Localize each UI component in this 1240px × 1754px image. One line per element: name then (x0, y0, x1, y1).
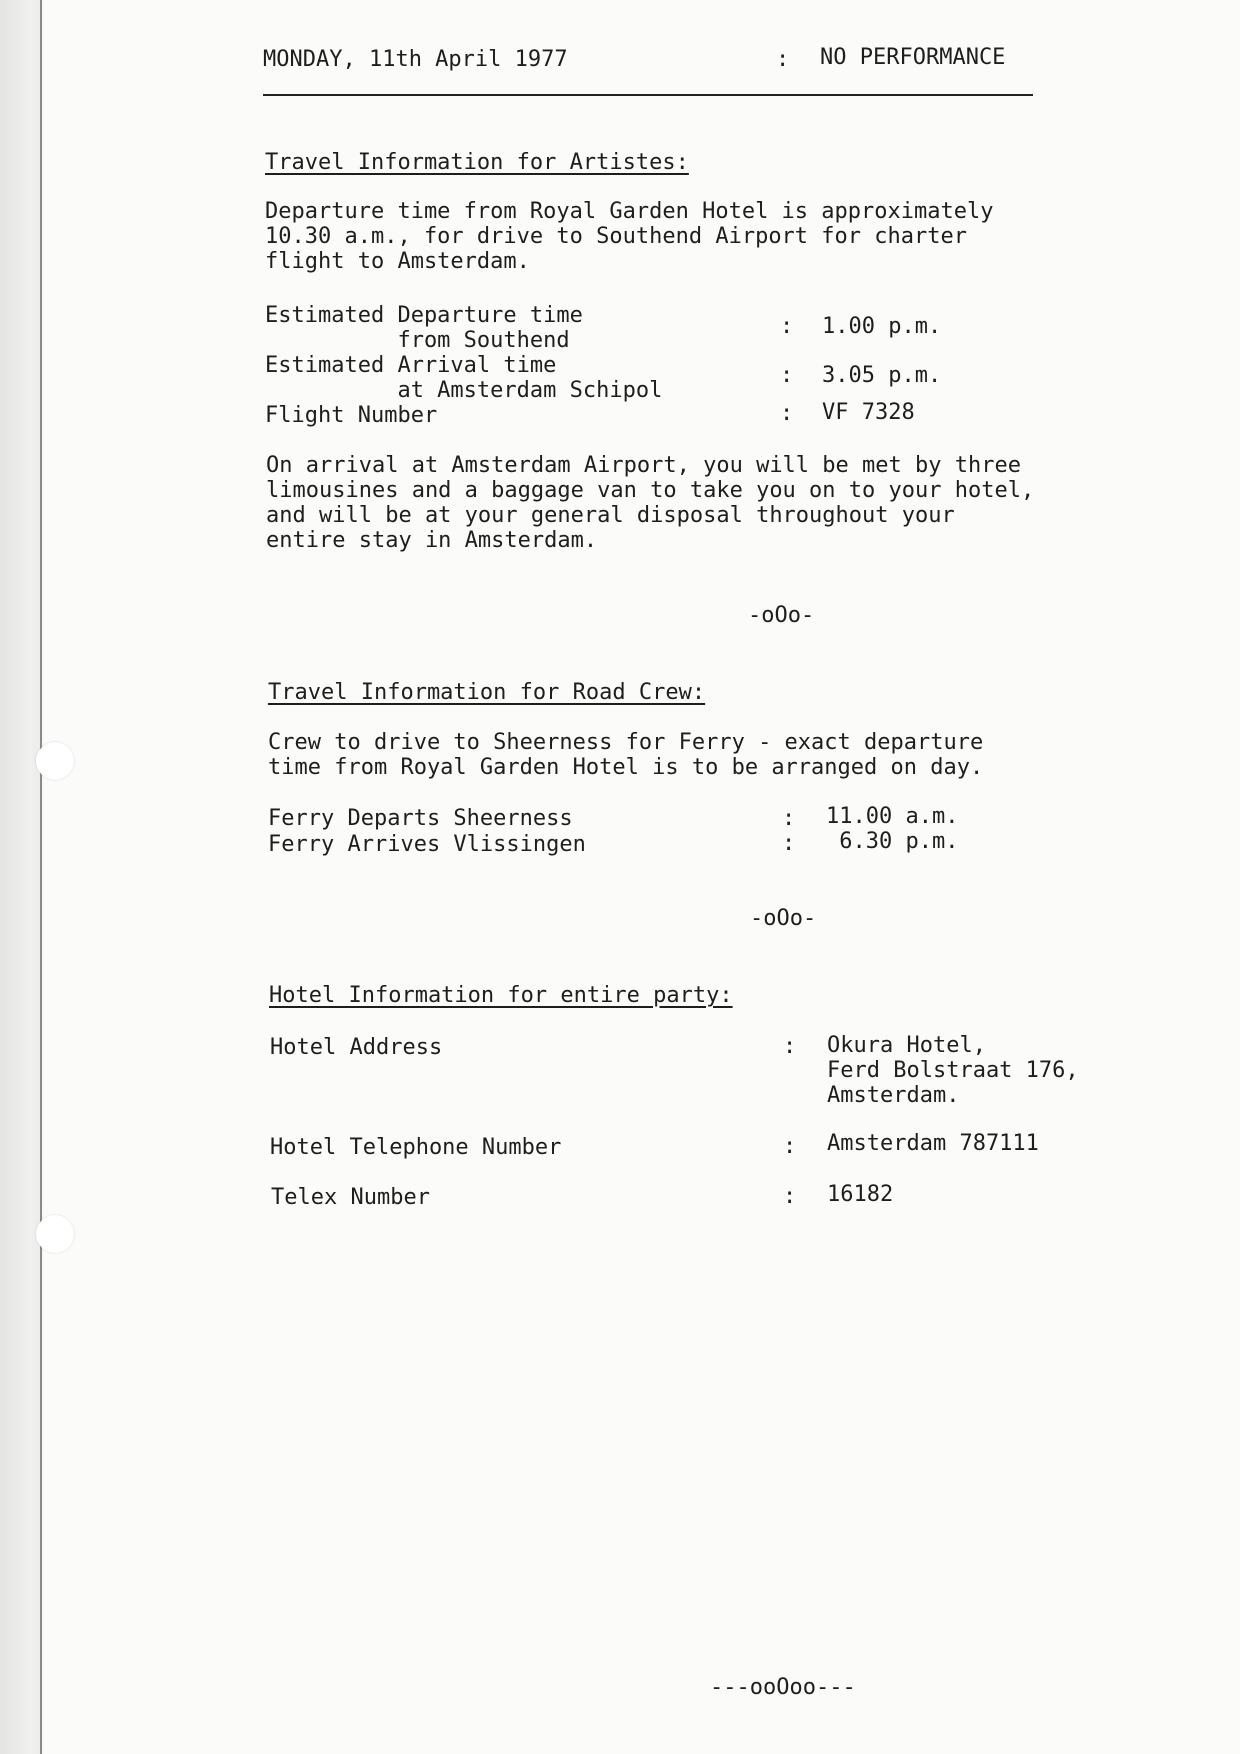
road-crew-intro: Crew to drive to Sheerness for Ferry - exact departure time from Royal Garden Hotel is to be arranged on day. (268, 730, 984, 780)
intro-line: flight to Amsterdam. (265, 249, 530, 274)
binding-rule (40, 0, 42, 1754)
artistes-heading: Travel Information for Artistes: (265, 150, 689, 175)
ferry-arrive-colon: : (782, 831, 796, 856)
arrival-label: Estimated Arrival time at Amsterdam Schipol (265, 353, 663, 403)
end-mark: ---ooOoo--- (710, 1675, 856, 1700)
section-separator: -oOo- (750, 906, 817, 931)
departure-value: 1.00 p.m. (822, 314, 942, 339)
ferry-arrive-label: Ferry Arrives Vlissingen (268, 832, 586, 857)
ferry-depart-value: 11.00 a.m. (826, 804, 959, 829)
departure-label: Estimated Departure time from Southend (265, 303, 583, 353)
flight-value: VF 7328 (822, 400, 915, 425)
hotel-heading: Hotel Information for entire party: (269, 983, 733, 1008)
punch-hole-upper (36, 742, 74, 780)
intro-line: Departure time from Royal Garden Hotel is approximately (265, 199, 994, 224)
binding-edge (0, 0, 44, 1754)
telex-label: Telex Number (271, 1185, 430, 1210)
ferry-depart-label: Ferry Departs Sheerness (268, 806, 573, 831)
header-rule (263, 94, 1033, 96)
ferry-arrive-value: 6.30 p.m. (826, 829, 959, 854)
flight-label: Flight Number (265, 403, 438, 428)
hotel-address-colon: : (783, 1034, 797, 1059)
flight-colon: : (780, 401, 794, 426)
hotel-address-value: Okura Hotel, Ferd Bolstraat 176, Amsterdam. (827, 1033, 1079, 1108)
ferry-depart-colon: : (782, 806, 796, 831)
arrival-value: 3.05 p.m. (822, 363, 942, 388)
artistes-intro (265, 199, 993, 274)
departure-colon: : (780, 314, 794, 339)
hotel-phone-label: Hotel Telephone Number (270, 1135, 562, 1160)
telex-value: 16182 (827, 1182, 894, 1207)
performance-status: NO PERFORMANCE (820, 45, 1006, 70)
telex-colon: : (783, 1184, 797, 1209)
hotel-address-label: Hotel Address (270, 1035, 443, 1060)
section-separator: -oOo- (748, 603, 815, 628)
page-date: MONDAY, 11th April 1977 (263, 47, 568, 72)
arrival-colon: : (780, 363, 794, 388)
hotel-phone-value: Amsterdam 787111 (827, 1131, 1039, 1156)
arrival-info: On arrival at Amsterdam Airport, you will be met by three limousines and a baggage van to take you on to your hotel, and will be at your general disposal throughout your entire stay in Amsterdam. (266, 453, 1035, 553)
punch-hole-lower (36, 1215, 74, 1253)
hotel-phone-colon: : (783, 1134, 797, 1159)
intro-line: 10.30 a.m., for drive to Southend Airport for charter (265, 224, 967, 249)
header-colon: : (776, 47, 790, 72)
road-crew-heading: Travel Information for Road Crew: (268, 680, 706, 705)
